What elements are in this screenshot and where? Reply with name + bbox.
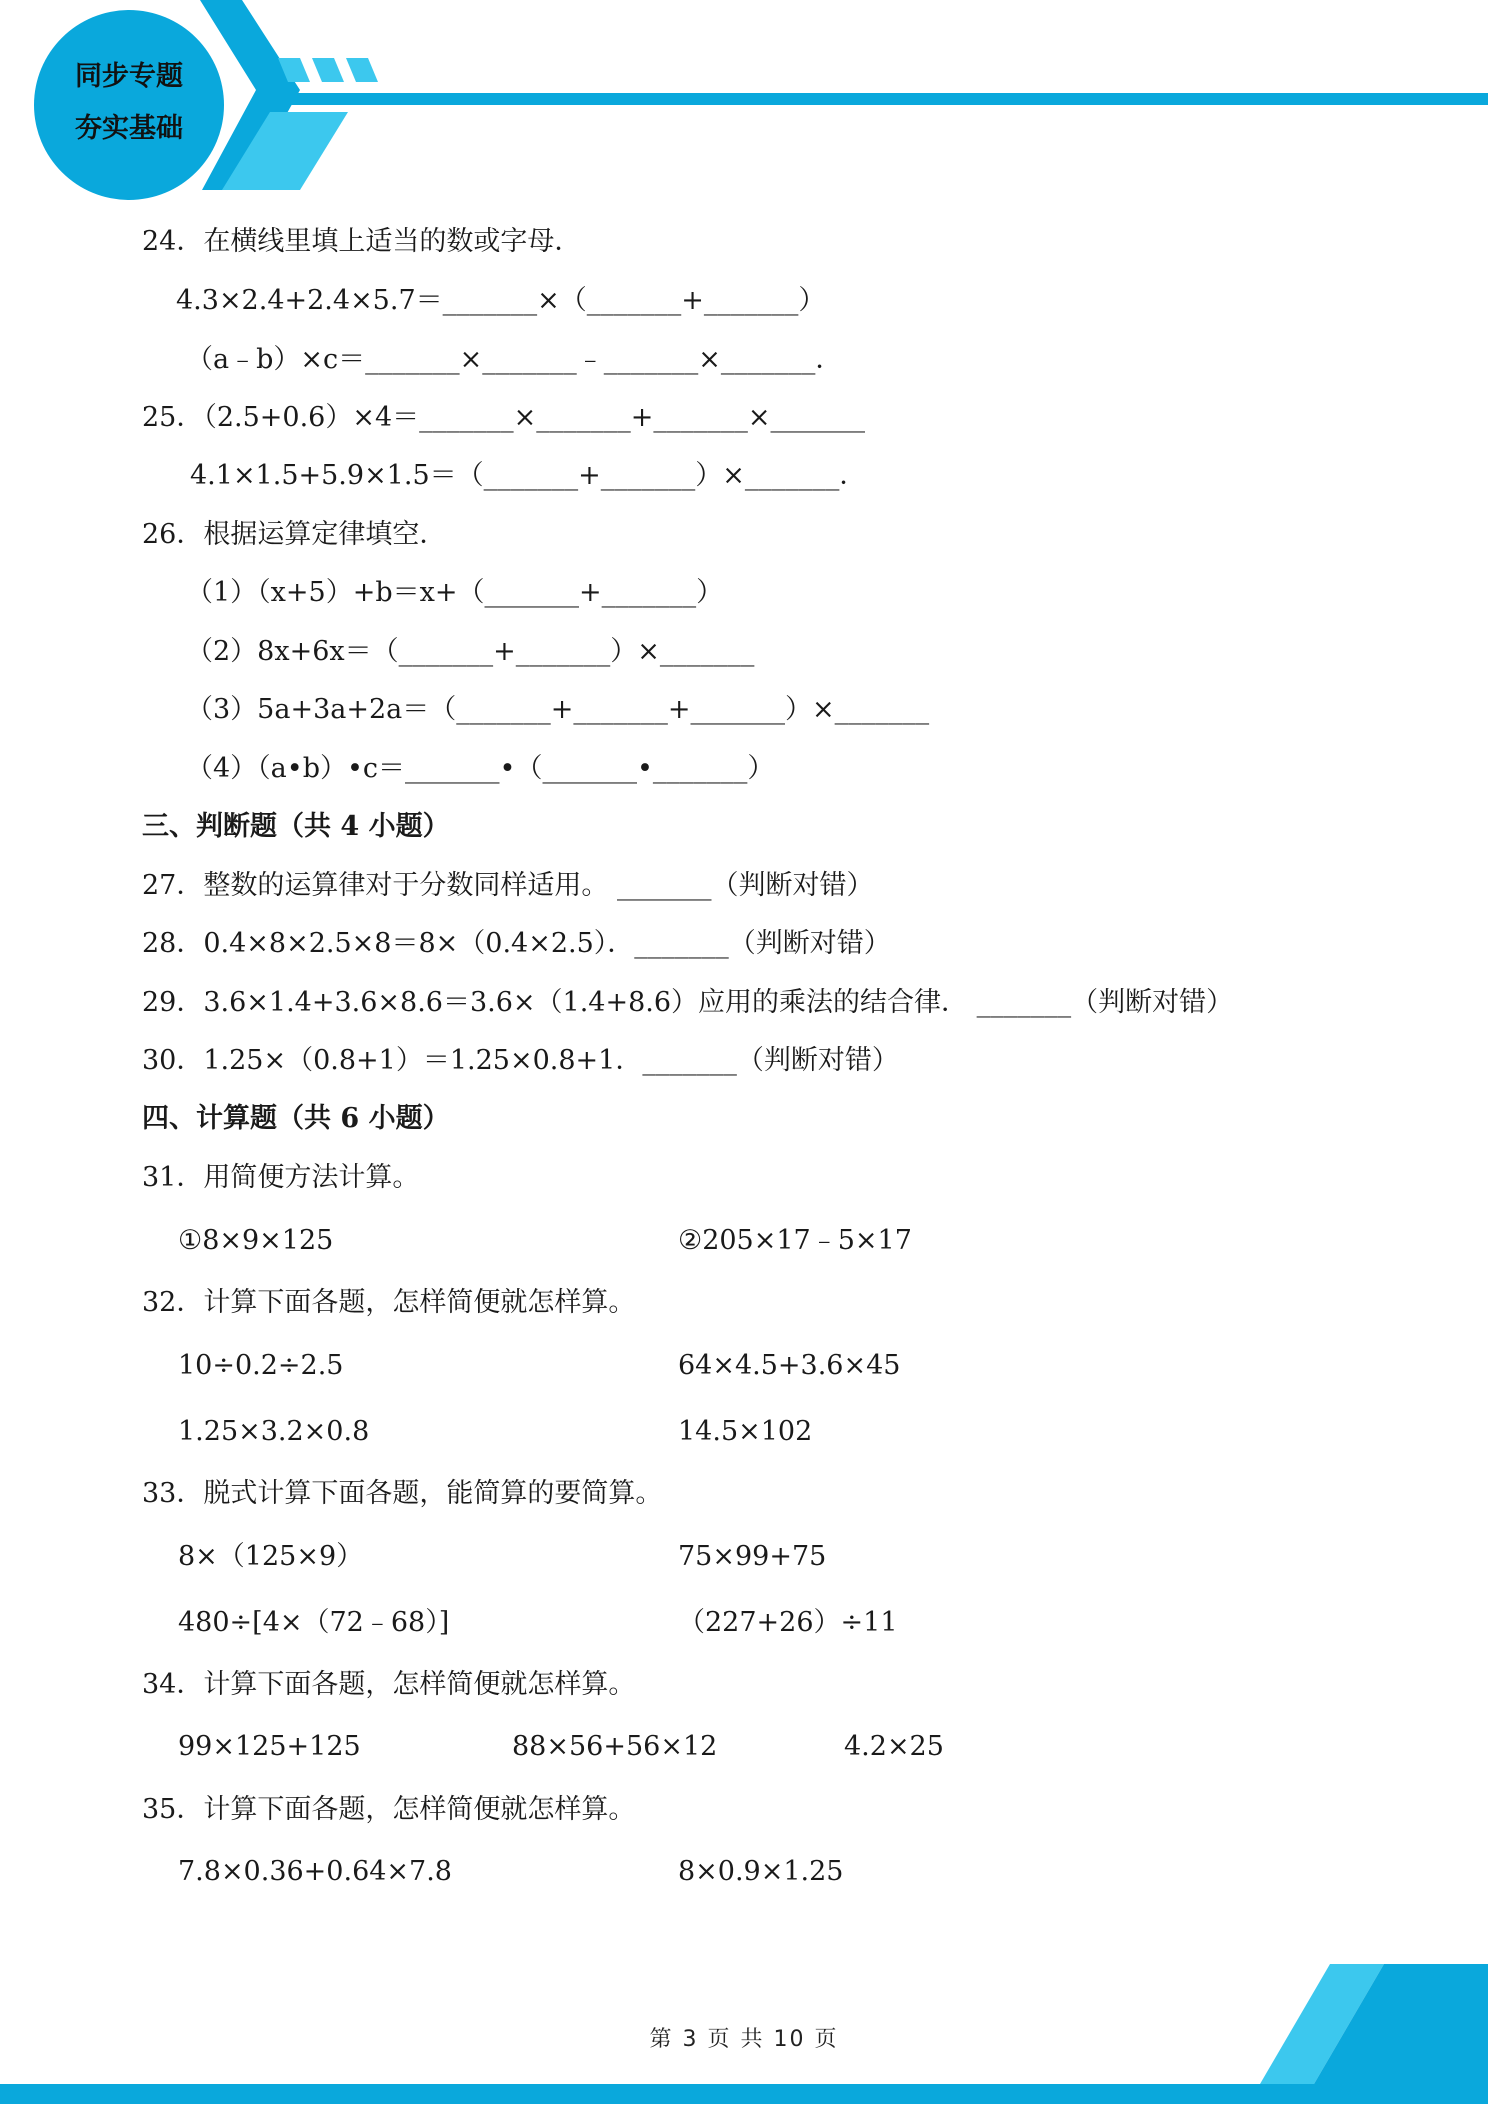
question-35-stem: 35．计算下面各题，怎样简便就怎样算。	[142, 1794, 636, 1825]
question-24-stem: 24．在横线里填上适当的数或字母．	[142, 226, 582, 257]
header-stripe-3	[346, 58, 378, 82]
question-35-b: 8×0.9×1.25	[678, 1856, 844, 1887]
question-26-item3: （3）5a+3a+2a＝（_______+_______+_______）×_______	[186, 694, 930, 725]
question-32-a: 10÷0.2÷2.5	[178, 1350, 344, 1381]
question-26-item1: （1）（x+5）+b＝x+（_______+_______）	[186, 577, 724, 608]
question-25-line1: 25．（2.5+0.6）×4＝_______×_______+_______×_______	[142, 402, 866, 433]
question-32-c: 1.25×3.2×0.8	[178, 1416, 370, 1447]
header-badge-line1: 同步专题	[75, 61, 183, 92]
header-badge	[34, 10, 224, 200]
question-24-line2: （a﹣b）×c＝_______×_______﹣_______×_______．	[186, 344, 843, 375]
question-35-a: 7.8×0.36+0.64×7.8	[178, 1856, 452, 1887]
question-32-stem: 32．计算下面各题，怎样简便就怎样算。	[142, 1287, 636, 1318]
page-number: 第 3 页 共 10 页	[649, 2027, 839, 2052]
question-34-c: 4.2×25	[844, 1731, 944, 1762]
question-30: 30．1.25×（0.8+1）＝1.25×0.8+1．_______（判断对错）	[142, 1045, 899, 1076]
question-31-a: ①8×9×125	[178, 1225, 334, 1256]
question-34-b: 88×56+56×12	[512, 1731, 718, 1762]
question-32-d: 14.5×102	[678, 1416, 813, 1447]
question-33-b: 75×99+75	[678, 1541, 827, 1572]
header-stripe-2	[312, 58, 344, 82]
question-33-d: （227+26）÷11	[678, 1607, 898, 1638]
question-33-c: 480÷[4×（72﹣68）]	[178, 1607, 450, 1638]
question-26-stem: 26．根据运算定律填空．	[142, 519, 447, 550]
question-26-item4: （4）（a•b）•c＝_______•（_______•_______）	[186, 753, 775, 784]
question-34-a: 99×125+125	[178, 1731, 361, 1762]
question-31-stem: 31．用简便方法计算。	[142, 1162, 420, 1193]
question-28: 28．0.4×8×2.5×8＝8×（0.4×2.5）．_______（判断对错）	[142, 928, 891, 959]
question-33-a: 8×（125×9）	[178, 1541, 364, 1572]
question-27: 27．整数的运算律对于分数同样适用。 _______（判断对错）	[142, 870, 874, 901]
header-badge-line2: 夯实基础	[75, 113, 183, 144]
question-25-line2: 4.1×1.5+5.9×1.5＝（_______+_______）×_______．	[190, 460, 867, 491]
question-32-b: 64×4.5+3.6×45	[678, 1350, 901, 1381]
section-3-title: 三、判断题（共 4 小题）	[142, 811, 450, 842]
question-24-line1: 4.3×2.4+2.4×5.7＝_______×（_______+_______）	[176, 285, 826, 316]
question-33-stem: 33．脱式计算下面各题，能简算的要简算。	[142, 1478, 663, 1509]
header-rule	[272, 93, 1488, 105]
question-26-item2: （2）8x+6x＝（_______+_______）×_______	[186, 636, 755, 667]
question-31-b: ②205×17﹣5×17	[678, 1225, 912, 1256]
question-34-stem: 34．计算下面各题，怎样简便就怎样算。	[142, 1669, 636, 1700]
section-4-title: 四、计算题（共 6 小题）	[142, 1103, 450, 1134]
question-29: 29．3.6×1.4+3.6×8.6＝3.6×（1.4+8.6）应用的乘法的结合律． _______（判断对错）	[142, 987, 1234, 1018]
footer-rule	[0, 2084, 1488, 2104]
